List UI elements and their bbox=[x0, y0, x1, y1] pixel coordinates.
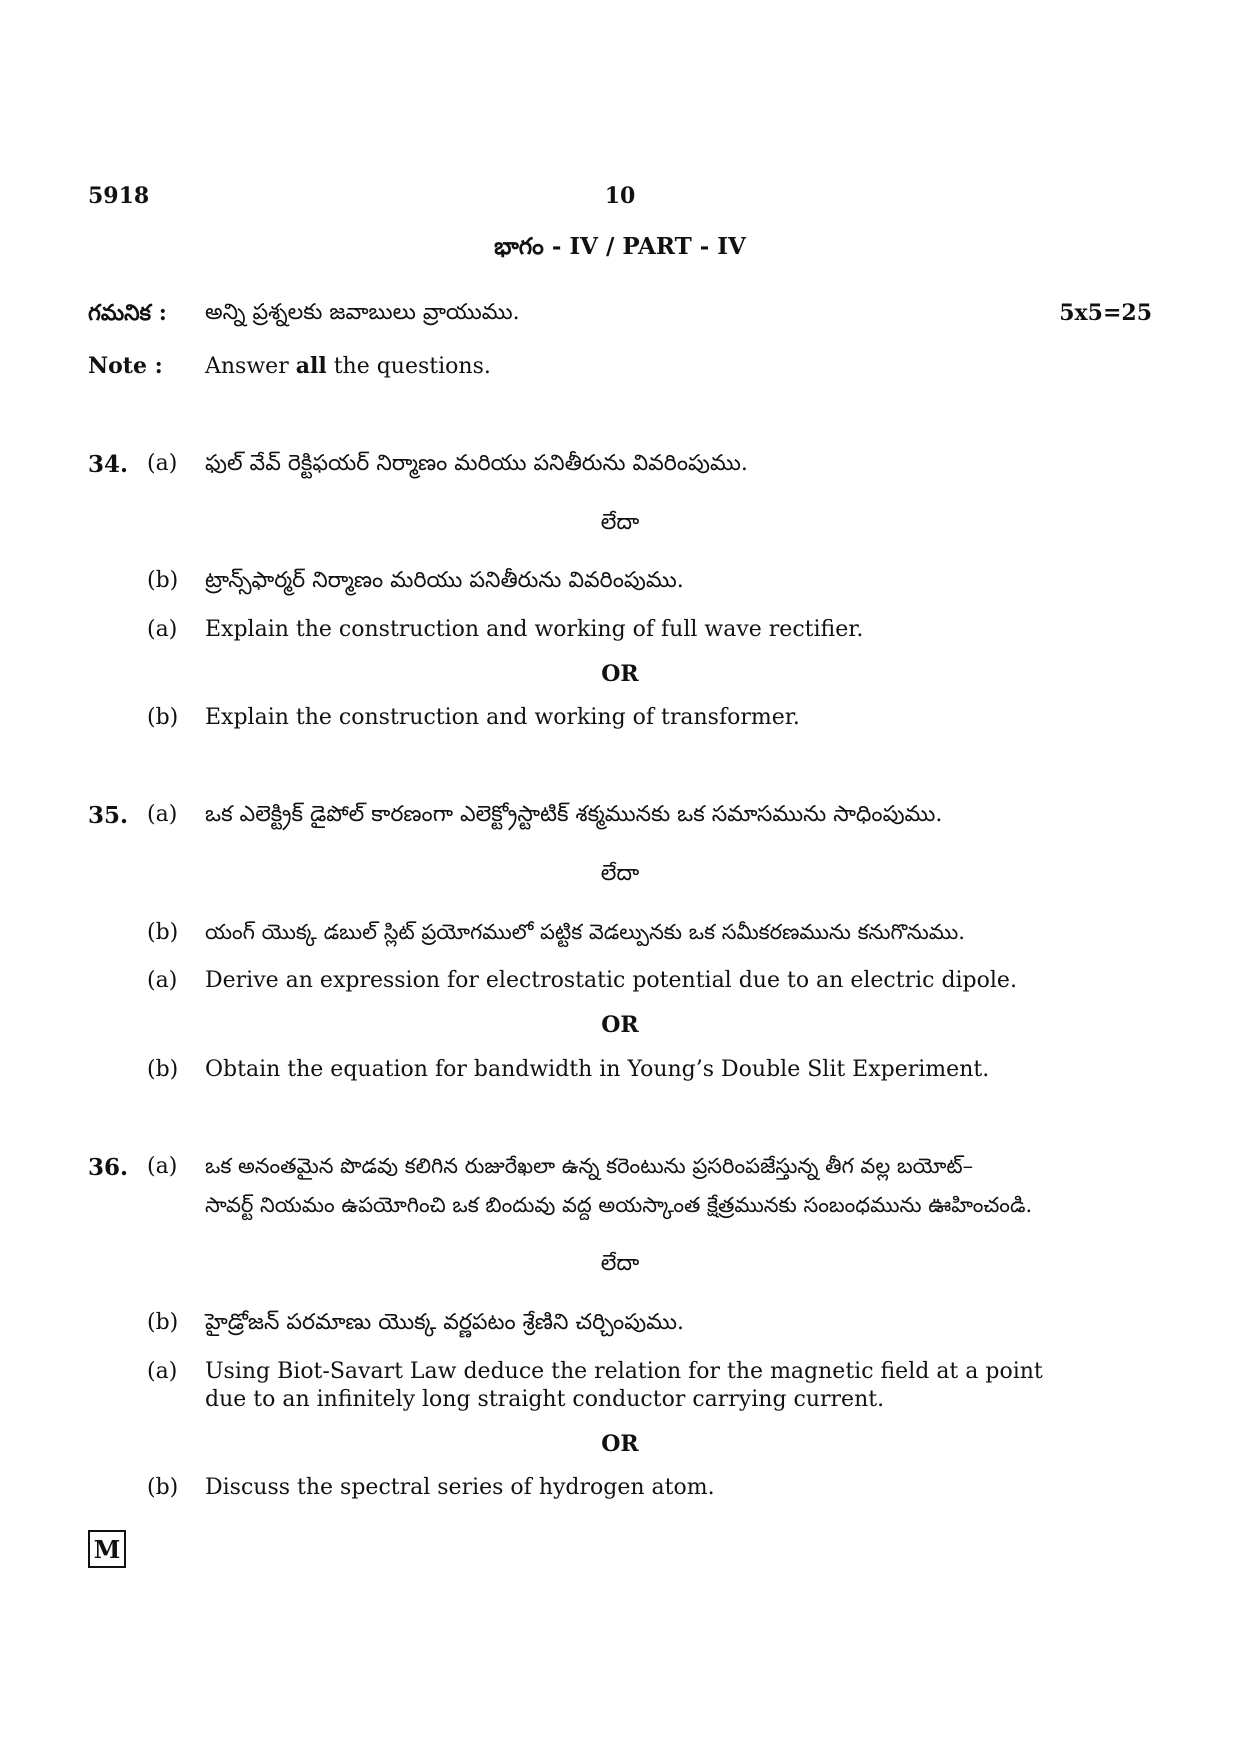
question-text-te: ఒక ఎలెక్ట్రిక్ డైపోల్ కారణంగా ఎలెక్ట్రోస్టాటిక్ శక్మమునకు ఒక సమాసమును సాధింపుము. bbox=[205, 802, 943, 827]
question-text-te: హైడ్రోజన్ పరమాణు యొక్క వర్ణపటం శ్రేణిని చర్చింపుము. bbox=[205, 1310, 685, 1335]
note-text-te: అన్ని ప్రశ్నలకు జవాబులు వ్రాయుము. bbox=[205, 300, 520, 325]
question-text-te-line2: సావర్ట్ నియమం ఉపయోగించి ఒక బిందువు వద్ద అయస్కాంత క్షేత్రమునకు సంబంధమును ఊహించండి. bbox=[205, 1193, 1033, 1217]
question-text-en: Obtain the equation for bandwidth in Young’s Double Slit Experiment. bbox=[205, 1057, 990, 1082]
question-text-te: ట్రాన్స్‌ఫార్మర్ నిర్మాణం మరియు పనితీరును వివరింపుము. bbox=[205, 568, 684, 593]
sub-label: (a) bbox=[147, 451, 178, 476]
sub-label: (a) bbox=[147, 802, 178, 827]
or-te: లేదా bbox=[600, 510, 640, 535]
sub-label: (b) bbox=[147, 1475, 179, 1500]
note-text-post: the questions. bbox=[333, 354, 491, 379]
or-te: లేదా bbox=[600, 1251, 640, 1276]
sub-label: (b) bbox=[147, 568, 179, 593]
question-text-te: యంగ్ యొక్క డబుల్ స్లిట్ ప్రయోగములో పట్టిక వెడల్పునకు ఒక సమీకరణమును కనుగొనుము. bbox=[205, 920, 965, 944]
or-te: లేదా bbox=[600, 861, 640, 886]
question-text-en: Discuss the spectral series of hydrogen atom. bbox=[205, 1475, 715, 1500]
marks-label: 5x5=25 bbox=[1059, 300, 1152, 326]
sub-label: (b) bbox=[147, 1057, 179, 1082]
note-label-en: Note : bbox=[88, 353, 163, 379]
sub-label: (a) bbox=[147, 1154, 178, 1179]
page-number: 10 bbox=[604, 183, 636, 209]
sub-label: (b) bbox=[147, 1310, 179, 1335]
question-text-te-line1: ఒక అనంతమైన పొడవు కలిగిన రుజురేఖలా ఉన్న కరెంటును ప్రసరింపజేస్తున్న తీగ వల్ల బయోట్– bbox=[205, 1154, 974, 1178]
sub-label: (a) bbox=[147, 968, 178, 993]
sub-label: (b) bbox=[147, 705, 179, 730]
question-number: 35. bbox=[88, 802, 129, 829]
note-text-pre: Answer bbox=[205, 354, 289, 379]
sub-label: (b) bbox=[147, 920, 179, 945]
or-en: OR bbox=[601, 1012, 639, 1038]
question-text-en: Derive an expression for electrostatic potential due to an electric dipole. bbox=[205, 968, 1017, 993]
medium-box: M bbox=[88, 1530, 126, 1568]
sub-label: (a) bbox=[147, 617, 178, 642]
question-text-en: Explain the construction and working of full wave rectifier. bbox=[205, 617, 864, 642]
paper-code: 5918 bbox=[88, 183, 150, 209]
note-label-te: గమనిక : bbox=[88, 300, 167, 326]
note-text-en bbox=[205, 353, 491, 379]
question-text-en-line2: due to an infinitely long straight conductor carrying current. bbox=[205, 1387, 885, 1412]
sub-label: (a) bbox=[147, 1359, 178, 1384]
question-text-te: ఫుల్ వేవ్ రెక్టిఫయర్ నిర్మాణం మరియు పనితీరును వివరింపుము. bbox=[205, 451, 748, 476]
part-title: భాగం - IV / PART - IV bbox=[494, 233, 746, 260]
question-number: 36. bbox=[88, 1154, 129, 1181]
or-en: OR bbox=[601, 1431, 639, 1457]
question-number: 34. bbox=[88, 451, 129, 478]
or-en: OR bbox=[601, 661, 639, 687]
question-text-en: Explain the construction and working of transformer. bbox=[205, 705, 800, 730]
note-text-bold: all bbox=[295, 353, 327, 379]
question-text-en-line1: Using Biot-Savart Law deduce the relation for the magnetic field at a point bbox=[205, 1359, 1043, 1384]
